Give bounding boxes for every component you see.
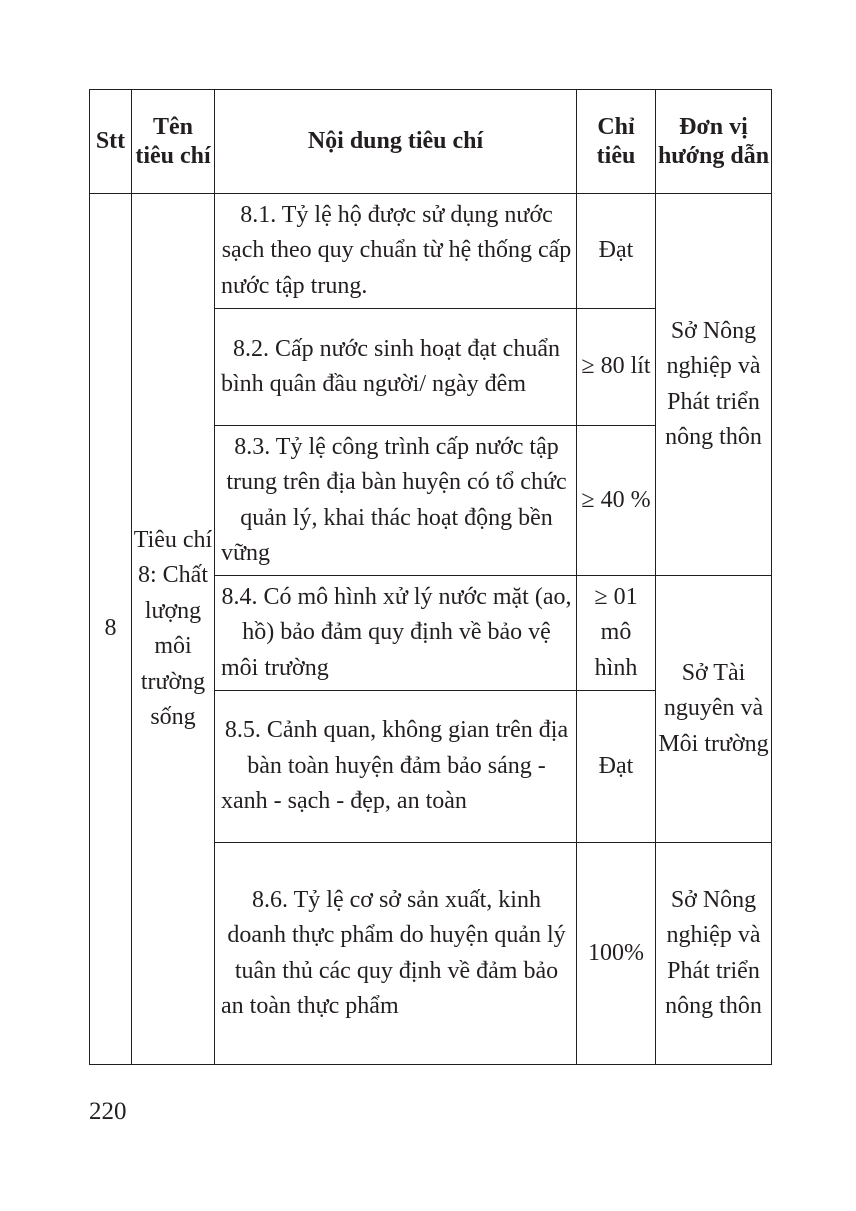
criterion-name-cell: Tiêu chí 8: Chất lượng môi trường sống xyxy=(132,194,215,1065)
target-cell: Đạt xyxy=(577,194,656,309)
page-number: 220 xyxy=(89,1098,127,1125)
content-cell: 8.4. Có mô hình xử lý nước mặt (ao, hồ) bảo đảm quy định về bảo vệ môi trường xyxy=(215,576,577,691)
criteria-table xyxy=(89,89,772,1065)
content-cell: 8.6. Tỷ lệ cơ sở sản xuất, kinh doanh thực phẩm do huyện quản lý tuân thủ các quy định về đảm bảo an toàn thực phẩm xyxy=(215,843,577,1065)
guiding-unit-cell: Sở Tài nguyên và Môi trường xyxy=(656,576,772,843)
guiding-unit-cell: Sở Nông nghiệp và Phát triển nông thôn xyxy=(656,194,772,576)
guiding-unit-cell: Sở Nông nghiệp và Phát triển nông thôn xyxy=(656,843,772,1065)
header-content: Nội dung tiêu chí xyxy=(215,90,577,194)
target-cell: Đạt xyxy=(577,691,656,843)
target-cell: 100% xyxy=(577,843,656,1065)
content-cell: 8.2. Cấp nước sinh hoạt đạt chuẩn bình quân đầu người/ ngày đêm xyxy=(215,309,577,426)
target-cell: ≥ 80 lít xyxy=(577,309,656,426)
header-criterion-name: Tên tiêu chí xyxy=(132,90,215,194)
header-guiding-unit: Đơn vị hướng dẫn xyxy=(656,90,772,194)
content-cell: 8.5. Cảnh quan, không gian trên địa bàn toàn huyện đảm bảo sáng - xanh - sạch - đẹp, an toàn xyxy=(215,691,577,843)
content-cell: 8.1. Tỷ lệ hộ được sử dụng nước sạch theo quy chuẩn từ hệ thống cấp nước tập trung. xyxy=(215,194,577,309)
target-cell: ≥ 01 mô hình xyxy=(577,576,656,691)
stt-cell: 8 xyxy=(90,194,132,1065)
header-row xyxy=(90,90,772,194)
target-cell: ≥ 40 % xyxy=(577,426,656,576)
table-row xyxy=(90,194,772,309)
header-target: Chỉ tiêu xyxy=(577,90,656,194)
content-cell: 8.3. Tỷ lệ công trình cấp nước tập trung trên địa bàn huyện có tổ chức quản lý, khai thác hoạt động bền vững xyxy=(215,426,577,576)
header-stt: Stt xyxy=(90,90,132,194)
